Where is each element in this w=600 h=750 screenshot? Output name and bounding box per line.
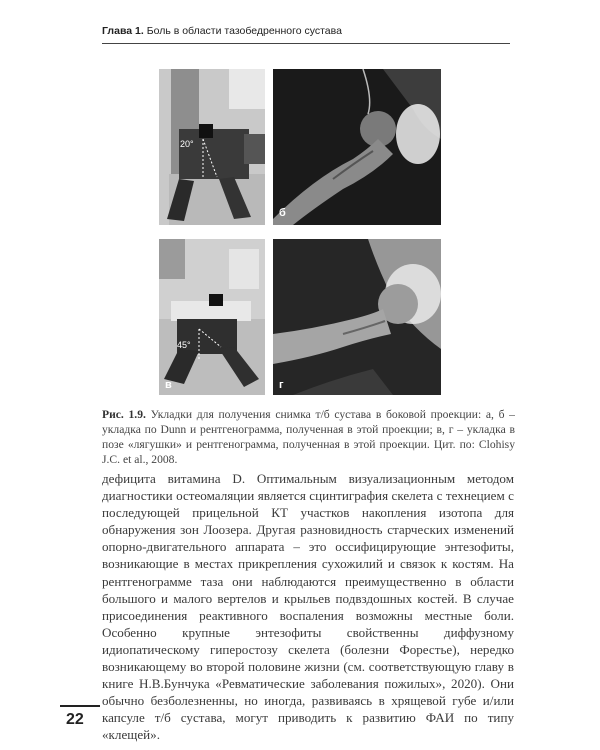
angle-label-c: 45°: [177, 340, 191, 350]
figure-caption: [102, 407, 515, 467]
dunn-positioning-image: [159, 69, 265, 225]
figure-panel-b-xray: [273, 69, 441, 225]
header-divider: [102, 43, 510, 44]
page-number: 22: [66, 711, 84, 728]
frog-positioning-image: [159, 239, 265, 395]
figure-panel-a-photo: [159, 69, 265, 225]
chapter-title: Боль в области тазобедренного сустава: [146, 25, 342, 37]
panel-letter-d: г: [279, 379, 284, 391]
body-text: [102, 470, 514, 744]
figure-panel-c-photo: [159, 239, 265, 395]
footer-divider: [60, 705, 100, 707]
dunn-radiograph-image: [273, 69, 441, 225]
frog-radiograph-image: [273, 239, 441, 395]
figure-number: Рис. 1.9.: [102, 408, 146, 421]
figure-caption-text: Укладки для получения снимка т/б сустава в боковой проекции: а, б – укладка по Dunn и рентгенограмма, полученная в этой проекции; в, г – укладка в позе «лягушки» и рентгенограмма, полученная в этой проекции. Цит. по: Clohisy J.C. et al., 2008.: [102, 408, 515, 466]
chapter-label: Глава 1.: [102, 25, 144, 37]
body-paragraph: дефицита витамина D. Оптимальным визуализационным методом диагностики остеомаляции является сцинтиграфия скелета с технецием с последующей прицельной КТ участков накопления изотопа для обнаружения зон Лоозера. Другая разновидность старческих изменений опорно-двигательного аппарата – это оссифицирующие энтезофиты, возникающие в местах прикрепления сухожилий и связок к костям. На рентгенограмме таза они наблюдаются преимущественно в области большого и малого вертелов и крыльев подвздошных костей. В случае присоединения реактивного воспаления возможны местные боли. Особенно крупные энтезофиты свойственны диффузному идиопатическому гиперостозу скелета (болезни Форестье), нередко возникающему во второй половине жизни (см. соответствующую главу в книге Н.В.Бунчука «Ревматические заболевания пожилых», 2020). Они обычно безболезненны, но иногда, развиваясь в хрящевой губе и/или капсуле т/б сустава, могут приводить к развитию ФАИ по типу «клещей».: [102, 471, 514, 743]
running-header: [102, 25, 512, 37]
figure-panel-d-xray: [273, 239, 441, 395]
panel-letter-b: б: [279, 207, 286, 219]
angle-label-a: 20°: [180, 139, 194, 149]
panel-letter-c: в: [165, 379, 172, 391]
